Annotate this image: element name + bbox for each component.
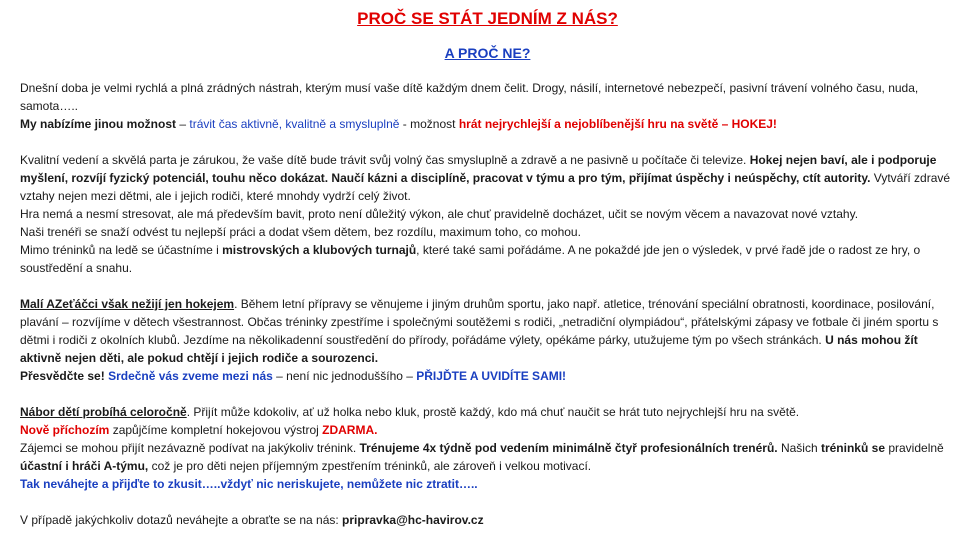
paragraph-recruitment [20, 403, 960, 421]
training-bold-2: tréninků se [820, 441, 885, 455]
offer-dash: – [176, 117, 190, 131]
equipment-newcomers: Nově příchozím [20, 423, 110, 437]
offer-mid: - možnost [399, 117, 459, 131]
offer-highlight: trávit čas aktivně, kvalitně a smysluplně [189, 117, 400, 131]
invite-highlight: Srdečně vás zveme mezi nás [104, 369, 273, 383]
paragraph-training [20, 439, 960, 475]
quality-bold-2: Naučí kázni a disciplíně, pracovat v týmu a pro tým, přijímat úspěchy i neúspěchy, ctít autority. [328, 171, 871, 185]
document-body [20, 79, 960, 529]
offer-hockey: hrát nejrychlejší a nejoblíbenější hru na světě – HOKEJ! [458, 117, 777, 131]
call-to-action: Tak neváhejte a přijďte to zkusit…..vždyť nic neriskujete, nemůžete nic ztratit….. [20, 477, 478, 491]
paragraph-equipment [20, 421, 960, 439]
tournaments-bold: mistrovských a klubových turnajů [222, 243, 417, 257]
paragraph-offer [20, 115, 960, 133]
offer-lead: My nabízíme jinou možnost [20, 117, 177, 131]
paragraph-intro [20, 79, 960, 115]
contact-email[interactable]: pripravka@hc-havirov.cz [342, 513, 484, 527]
training-text-2: Našich [777, 441, 821, 455]
other-sports-lead: Malí AZeťáčci však nežijí jen hokejem [20, 297, 235, 311]
paragraph-fun [20, 205, 960, 223]
recruitment-text: . Přijít může kdokoliv, ať už holka nebo kluk, prostě každý, kdo má chuť naučit se hrát tuto nejrychlejší hru na světě. [186, 405, 800, 419]
paragraph-quality [20, 151, 960, 205]
other-sports-text: . Během letní přípravy se věnujeme i jiným druhům sportu, jako např. atletice, trénování speciální obratnosti, koordinace, posilování, plavání – rozvíjíme v dětech všestrannost. Občas tréninky zpestříme i společnými soutěžemi s rodiči, „netradiční olympiádou“, přátelskými zápasy ve fotbale či jiném sportu s dětmi i rodiči z okolních klubů. Jezdíme na několikadenní soustředění do přírody, pořádáme výlety, opékáme párky, utužujeme tým po všech stránkách. [20, 297, 939, 347]
paragraph-invite [20, 367, 960, 385]
paragraph-tournaments [20, 241, 960, 277]
intro-text: Dnešní doba je velmi rychlá a plná zrádných nástrah, kterým musí vaše dítě každým dnem čelit. Drogy, násilí, internetové nebezpečí, pasivní trávení volného času, nuda, samota….. [20, 81, 919, 113]
equipment-text: zapůjčíme kompletní hokejovou výstroj [109, 423, 323, 437]
contact-label: V případě jakýchkoliv dotazů neváhejte a obraťte se na nás: [20, 513, 343, 527]
tournaments-text-1: Mimo tréninků na ledě se účastníme i [20, 243, 223, 257]
training-bold-3: účastní i hráči A-týmu, [20, 459, 149, 473]
paragraph-other-sports [20, 295, 960, 367]
training-text-3: pravidelně [885, 441, 944, 455]
quality-bold-1: Hokej nejen baví, ale i podporuje myšlení, rozvíjí fyzický potenciál, touhu něco dokázat. [20, 153, 937, 185]
paragraph-contact [20, 511, 960, 529]
page-subtitle: A PROČ NE? [444, 45, 531, 61]
paragraph-call-to-action [20, 475, 960, 493]
invite-mid: – není nic jednoduššího – [272, 369, 417, 383]
paragraph-coaches [20, 223, 960, 241]
page-title: PROČ SE STÁT JEDNÍM Z NÁS? [357, 9, 618, 28]
invite-lead: Přesvědčte se! [20, 369, 105, 383]
tournaments-text-2: , které také sami pořádáme. A ne pokaždé jde jen o výsledek, v prvé řadě jde o radost ze hry, o soustředění a snahu. [20, 243, 921, 275]
invite-cta: PŘIJĎTE A UVIDÍTE SAMI! [416, 369, 567, 383]
recruitment-lead: Nábor dětí probíhá celoročně [20, 405, 187, 419]
other-sports-bold: U nás mohou žít aktivně nejen děti, ale pokud chtějí i jejich rodiče a sourozenci. [20, 333, 918, 365]
fun-text: Hra nemá a nesmí stresovat, ale má především bavit, proto není důležitý výkon, ale chuť pravidelně docházet, učit se novým věcem a navazovat nové vztahy. [20, 207, 859, 221]
quality-text-1: Kvalitní vedení a skvělá parta je zárukou, že vaše dítě bude trávit svůj volný čas smysluplně a zdravě a ne pasivně u počítače či televize. [20, 153, 747, 167]
training-text-1: Zájemci se mohou přijít nezávazně podívat na jakýkoliv trénink. [20, 441, 360, 455]
quality-text-2: Vytváří zdravé vztahy nejen mezi dětmi, ale i jejich rodiči, které mnohdy vydrží celý život. [20, 171, 951, 203]
training-text-4: což je pro děti nejen příjemným zpestřením tréninků, ale zároveň i velkou motivací. [148, 459, 592, 473]
equipment-free: ZDARMA. [322, 423, 378, 437]
coaches-text: Naši trenéři se snaží odvést tu nejlepší práci a dodat všem dětem, bez rozdílu, maximum toho, co mohou. [20, 225, 581, 239]
training-bold-1: Trénujeme 4x týdně pod vedením minimálně čtyř profesionálních trenérů. [359, 441, 778, 455]
